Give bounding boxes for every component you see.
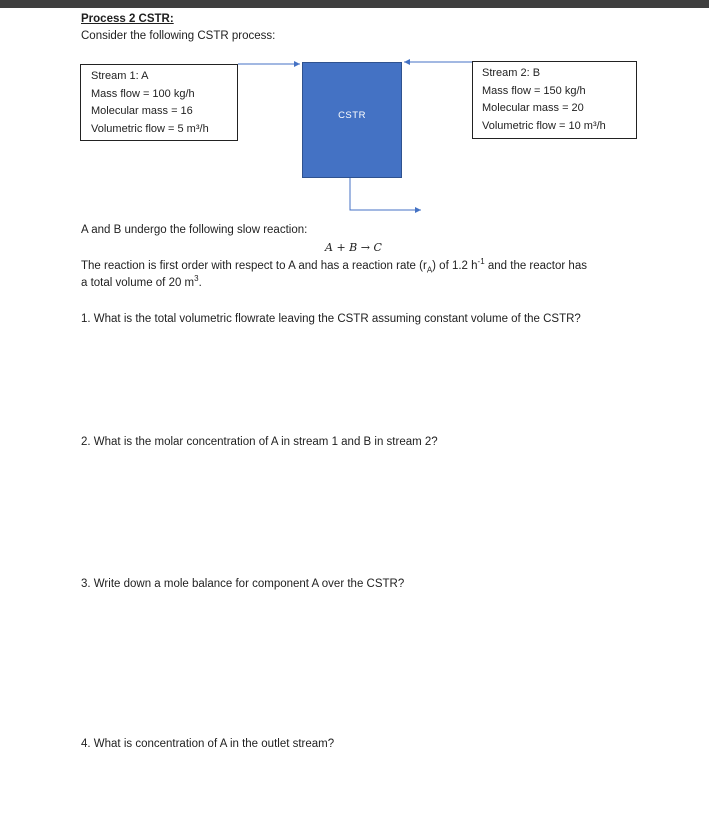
reaction-description-line2 [81,276,202,290]
desc-part: The reaction is first order with respect to A and has a reaction rate (r [81,260,427,272]
reaction-equation: A + B → C [325,241,382,254]
desc-subscript: A [426,265,433,275]
reactor-label: CSTR [338,110,366,121]
question-4: 4. What is concentration of A in the outlet stream? [81,738,335,750]
desc-superscript: 3 [194,274,199,284]
reaction-description [81,259,587,273]
stream1-volumetric-flow: Volumetric flow = 5 m³/h [91,122,209,135]
stream1-mass-flow: Mass flow = 100 kg/h [91,87,195,100]
question-2: 2. What is the molar concentration of A in stream 1 and B in stream 2? [81,436,438,448]
desc-part: ) of 1.2 h [432,260,478,272]
stream1-box [80,64,238,141]
question-1: 1. What is the total volumetric flowrate leaving the CSTR assuming constant volume of the CSTR? [81,313,581,325]
page-title: Process 2 CSTR: [81,13,174,25]
stream2-molecular-mass: Molecular mass = 20 [482,102,584,114]
question-3: 3. Write down a mole balance for component A over the CSTR? [81,578,405,590]
desc-superscript: -1 [477,257,485,267]
stream2-volumetric-flow: Volumetric flow = 10 m³/h [482,119,606,132]
desc-part: a total volume of 20 m [81,277,195,289]
desc-part: and the reactor has [484,260,587,272]
outlet-arrow [350,178,421,210]
desc-part: . [198,277,202,289]
reaction-intro: A and B undergo the following slow reaction: [81,224,308,236]
stream1-name: Stream 1: A [91,70,149,82]
stream1-molecular-mass: Molecular mass = 16 [91,105,193,117]
stream2-box [472,61,637,139]
stream2-mass-flow: Mass flow = 150 kg/h [482,84,586,97]
cstr-reactor [302,62,402,178]
stream2-name: Stream 2: B [482,67,541,79]
intro-text: Consider the following CSTR process: [81,30,276,42]
